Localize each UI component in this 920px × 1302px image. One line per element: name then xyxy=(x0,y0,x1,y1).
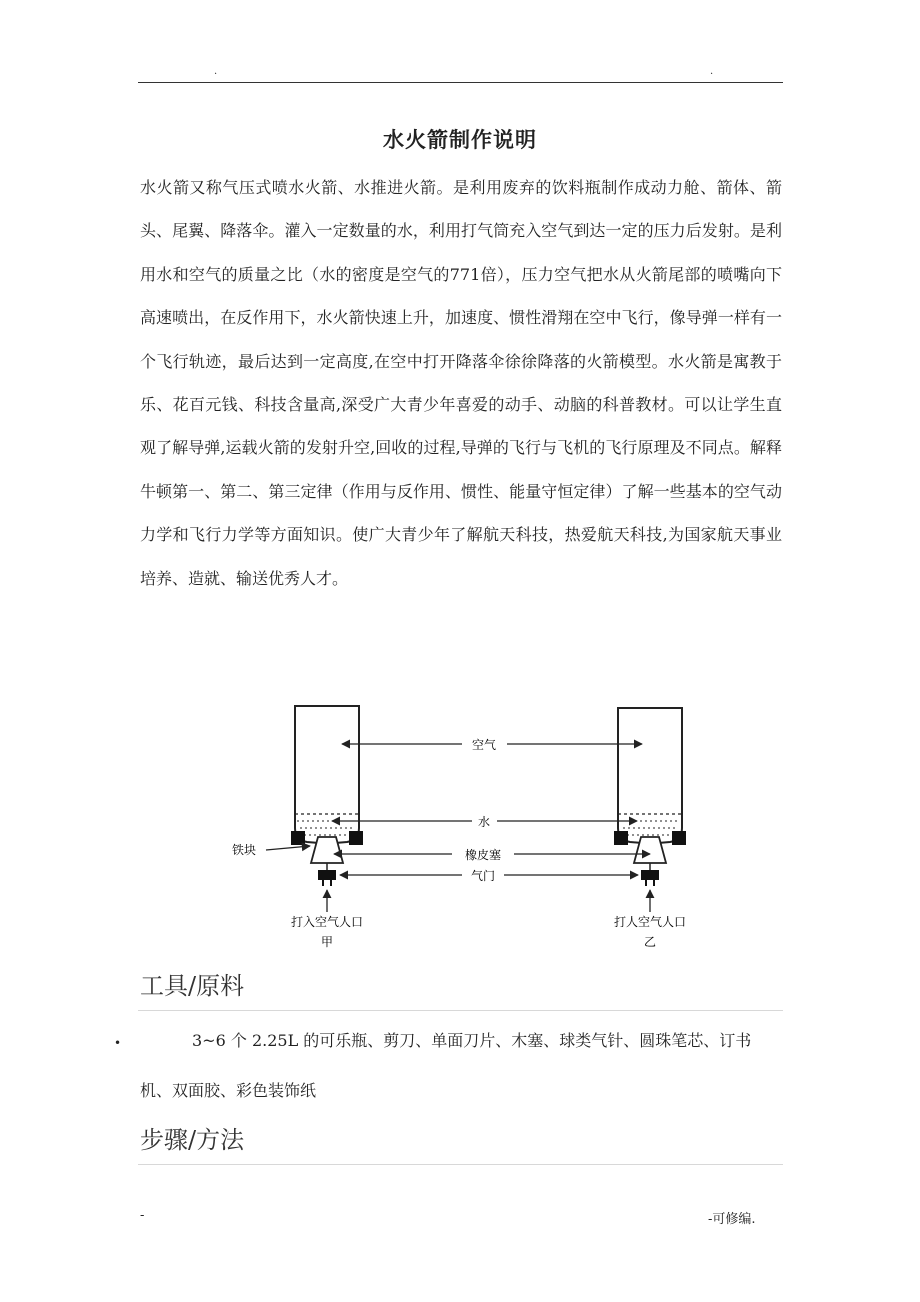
tools-heading: 工具/原料 xyxy=(140,972,245,1000)
tools-list-item xyxy=(140,1016,782,1116)
label-air: 空气 xyxy=(471,738,497,752)
iron-block-left xyxy=(291,831,305,845)
intro-text: 水火箭又称气压式喷水火箭、水推进火箭。是利用废弃的饮料瓶制作成动力舱、箭体、箭头、尾翼、降落伞。灌入一定数量的水，利用打气筒充入空气到达一定的压力后发射。是利用水和空气的质量之比（水的密度是空气的771倍），压力空气把水从火箭尾部的喷嘴向下高速喷出，在反作用下，水火箭快速上升，加速度、惯性滑翔在空中飞行，像导弹一样有一个飞行轨迹，最后达到一定高度,在空中打开降落伞徐徐降落的火箭模型。水火箭是寓教于乐、花百元钱、科技含量高,深受广大青少年喜爱的动手、动脑的科普教材。可以让学生直观了解导弹,运载火箭的发射升空,回收的过程,导弹的飞行与飞机的飞行原理及不同点。解释牛顿第一、第二、第三定律（作用与反作用、惯性、能量守恒定律）了解一些基本的空气动力学和飞行力学等方面知识。使广大青少年了解航天科技，热爱航天科技,为国家航天事业培养、造就、输送优秀人才。 xyxy=(140,178,782,588)
page-title: 水火箭制作说明 xyxy=(383,127,537,152)
header-mark-left: . xyxy=(214,66,218,77)
rubber-stopper xyxy=(311,837,343,863)
label-iron: 铁块 xyxy=(231,843,257,857)
tools-divider xyxy=(138,1010,783,1011)
valve xyxy=(318,870,336,880)
tools-text: 3~6 个 2.25L 的可乐瓶、剪刀、单面刀片、木塞、球类气针、圆珠笔芯、订书机、双面胶、彩色装饰纸 xyxy=(140,1031,752,1100)
water-rocket-diagram xyxy=(222,700,702,955)
label-valve: 气门 xyxy=(470,869,496,883)
intro-paragraph xyxy=(140,166,782,600)
footer-right: -可修编. xyxy=(708,1212,756,1227)
caption-right: 乙 xyxy=(643,935,657,949)
header-mark-right: . xyxy=(710,66,714,77)
iron-block-right xyxy=(349,831,363,845)
steps-divider xyxy=(138,1164,783,1165)
label-stopper: 橡皮塞 xyxy=(464,848,502,862)
footer-left: - xyxy=(140,1208,145,1223)
steps-heading: 步骤/方法 xyxy=(140,1126,245,1154)
caption-left: 甲 xyxy=(320,935,334,949)
bottle-left xyxy=(291,706,363,912)
list-bullet: • xyxy=(114,1036,122,1050)
label-water: 水 xyxy=(477,815,491,829)
header-rule xyxy=(138,82,783,83)
label-inlet-right: 打人空气人口 xyxy=(613,915,687,929)
bottle-right xyxy=(614,708,686,912)
label-inlet-left: 打入空气人口 xyxy=(290,915,364,929)
